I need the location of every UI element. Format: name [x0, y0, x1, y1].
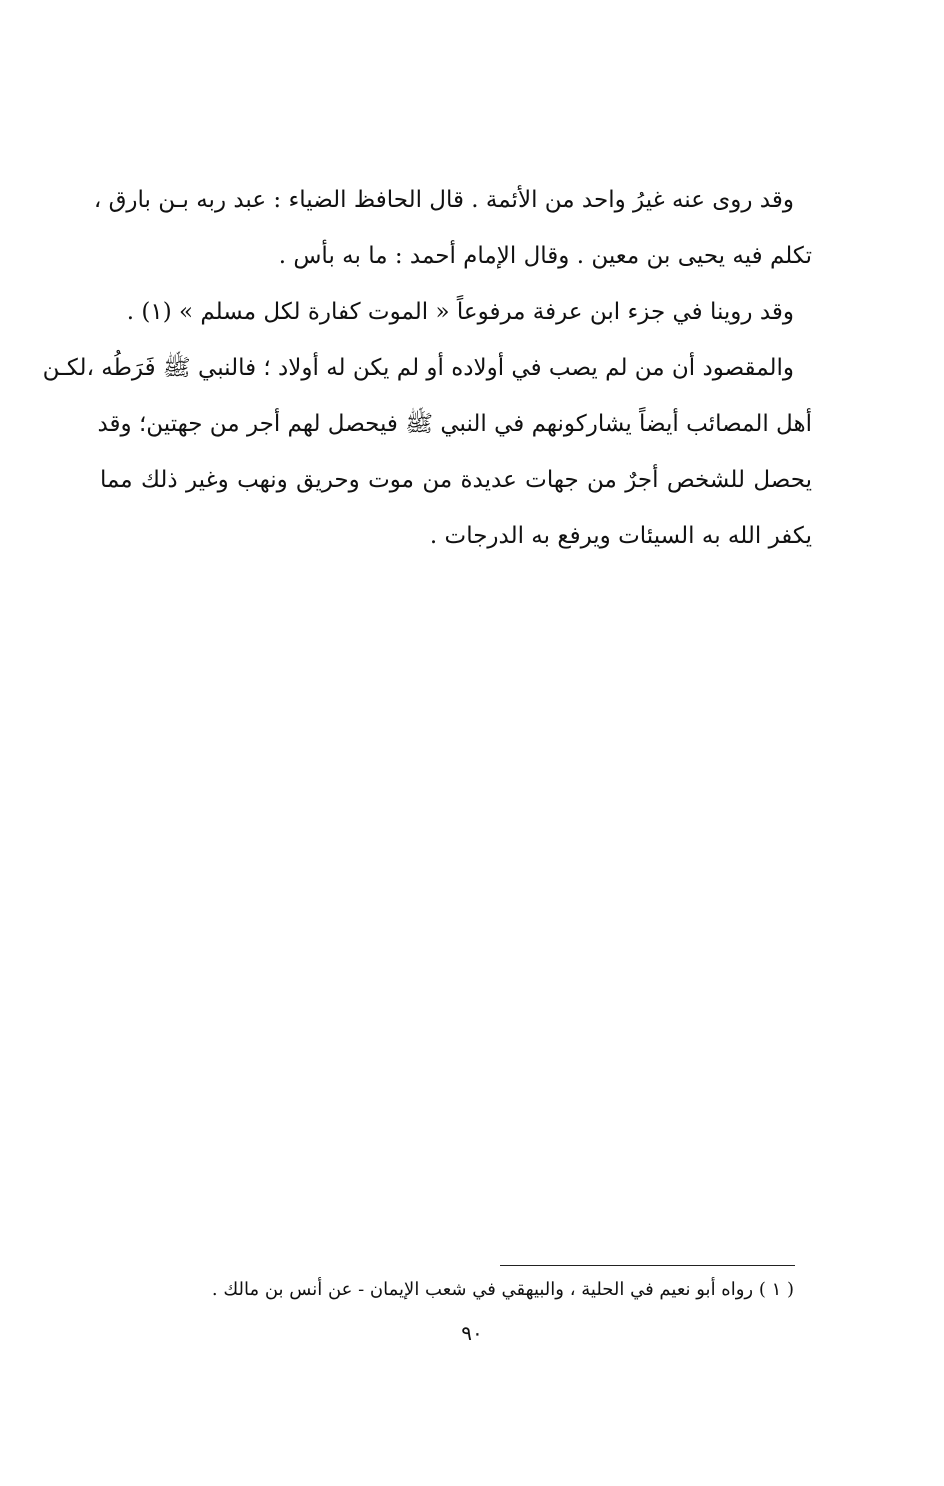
page-number: ٩٠	[461, 1321, 483, 1345]
text-line: يكفر الله به السيئات ويرفع به الدرجات .	[429, 523, 812, 549]
footnote-separator	[500, 1265, 795, 1266]
text-line: وقد روينا في جزء ابن عرفة مرفوعاً « الموت كفارة لكل مسلم » (١) .	[126, 299, 794, 325]
text-line: وقد روى عنه غيرُ واحد من الأئمة . قال الحافظ الضياء : عبد ربه بـن بارق ،	[93, 187, 794, 213]
text-line: والمقصود أن من لم يصب في أولاده أو لم يكن له أولاد ؛ فالنبي ﷺ فَرَطُه ،لكـن	[42, 355, 794, 381]
main-text	[42, 172, 812, 564]
text-line: يحصل للشخص أجرٌ من جهات عديدة من موت وحريق ونهب وغير ذلك مما	[100, 467, 812, 493]
text-line: تكلم فيه يحيى بن معين . وقال الإمام أحمد : ما به بأس .	[278, 243, 812, 269]
text-line: أهل المصائب أيضاً يشاركونهم في النبي ﷺ فيحصل لهم أجر من جهتين؛ وقد	[97, 411, 812, 437]
footnote: ( ١ ) رواه أبو نعيم في الحلية ، والبيهقي في شعب الإيمان - عن أنس بن مالك .	[211, 1279, 794, 1300]
